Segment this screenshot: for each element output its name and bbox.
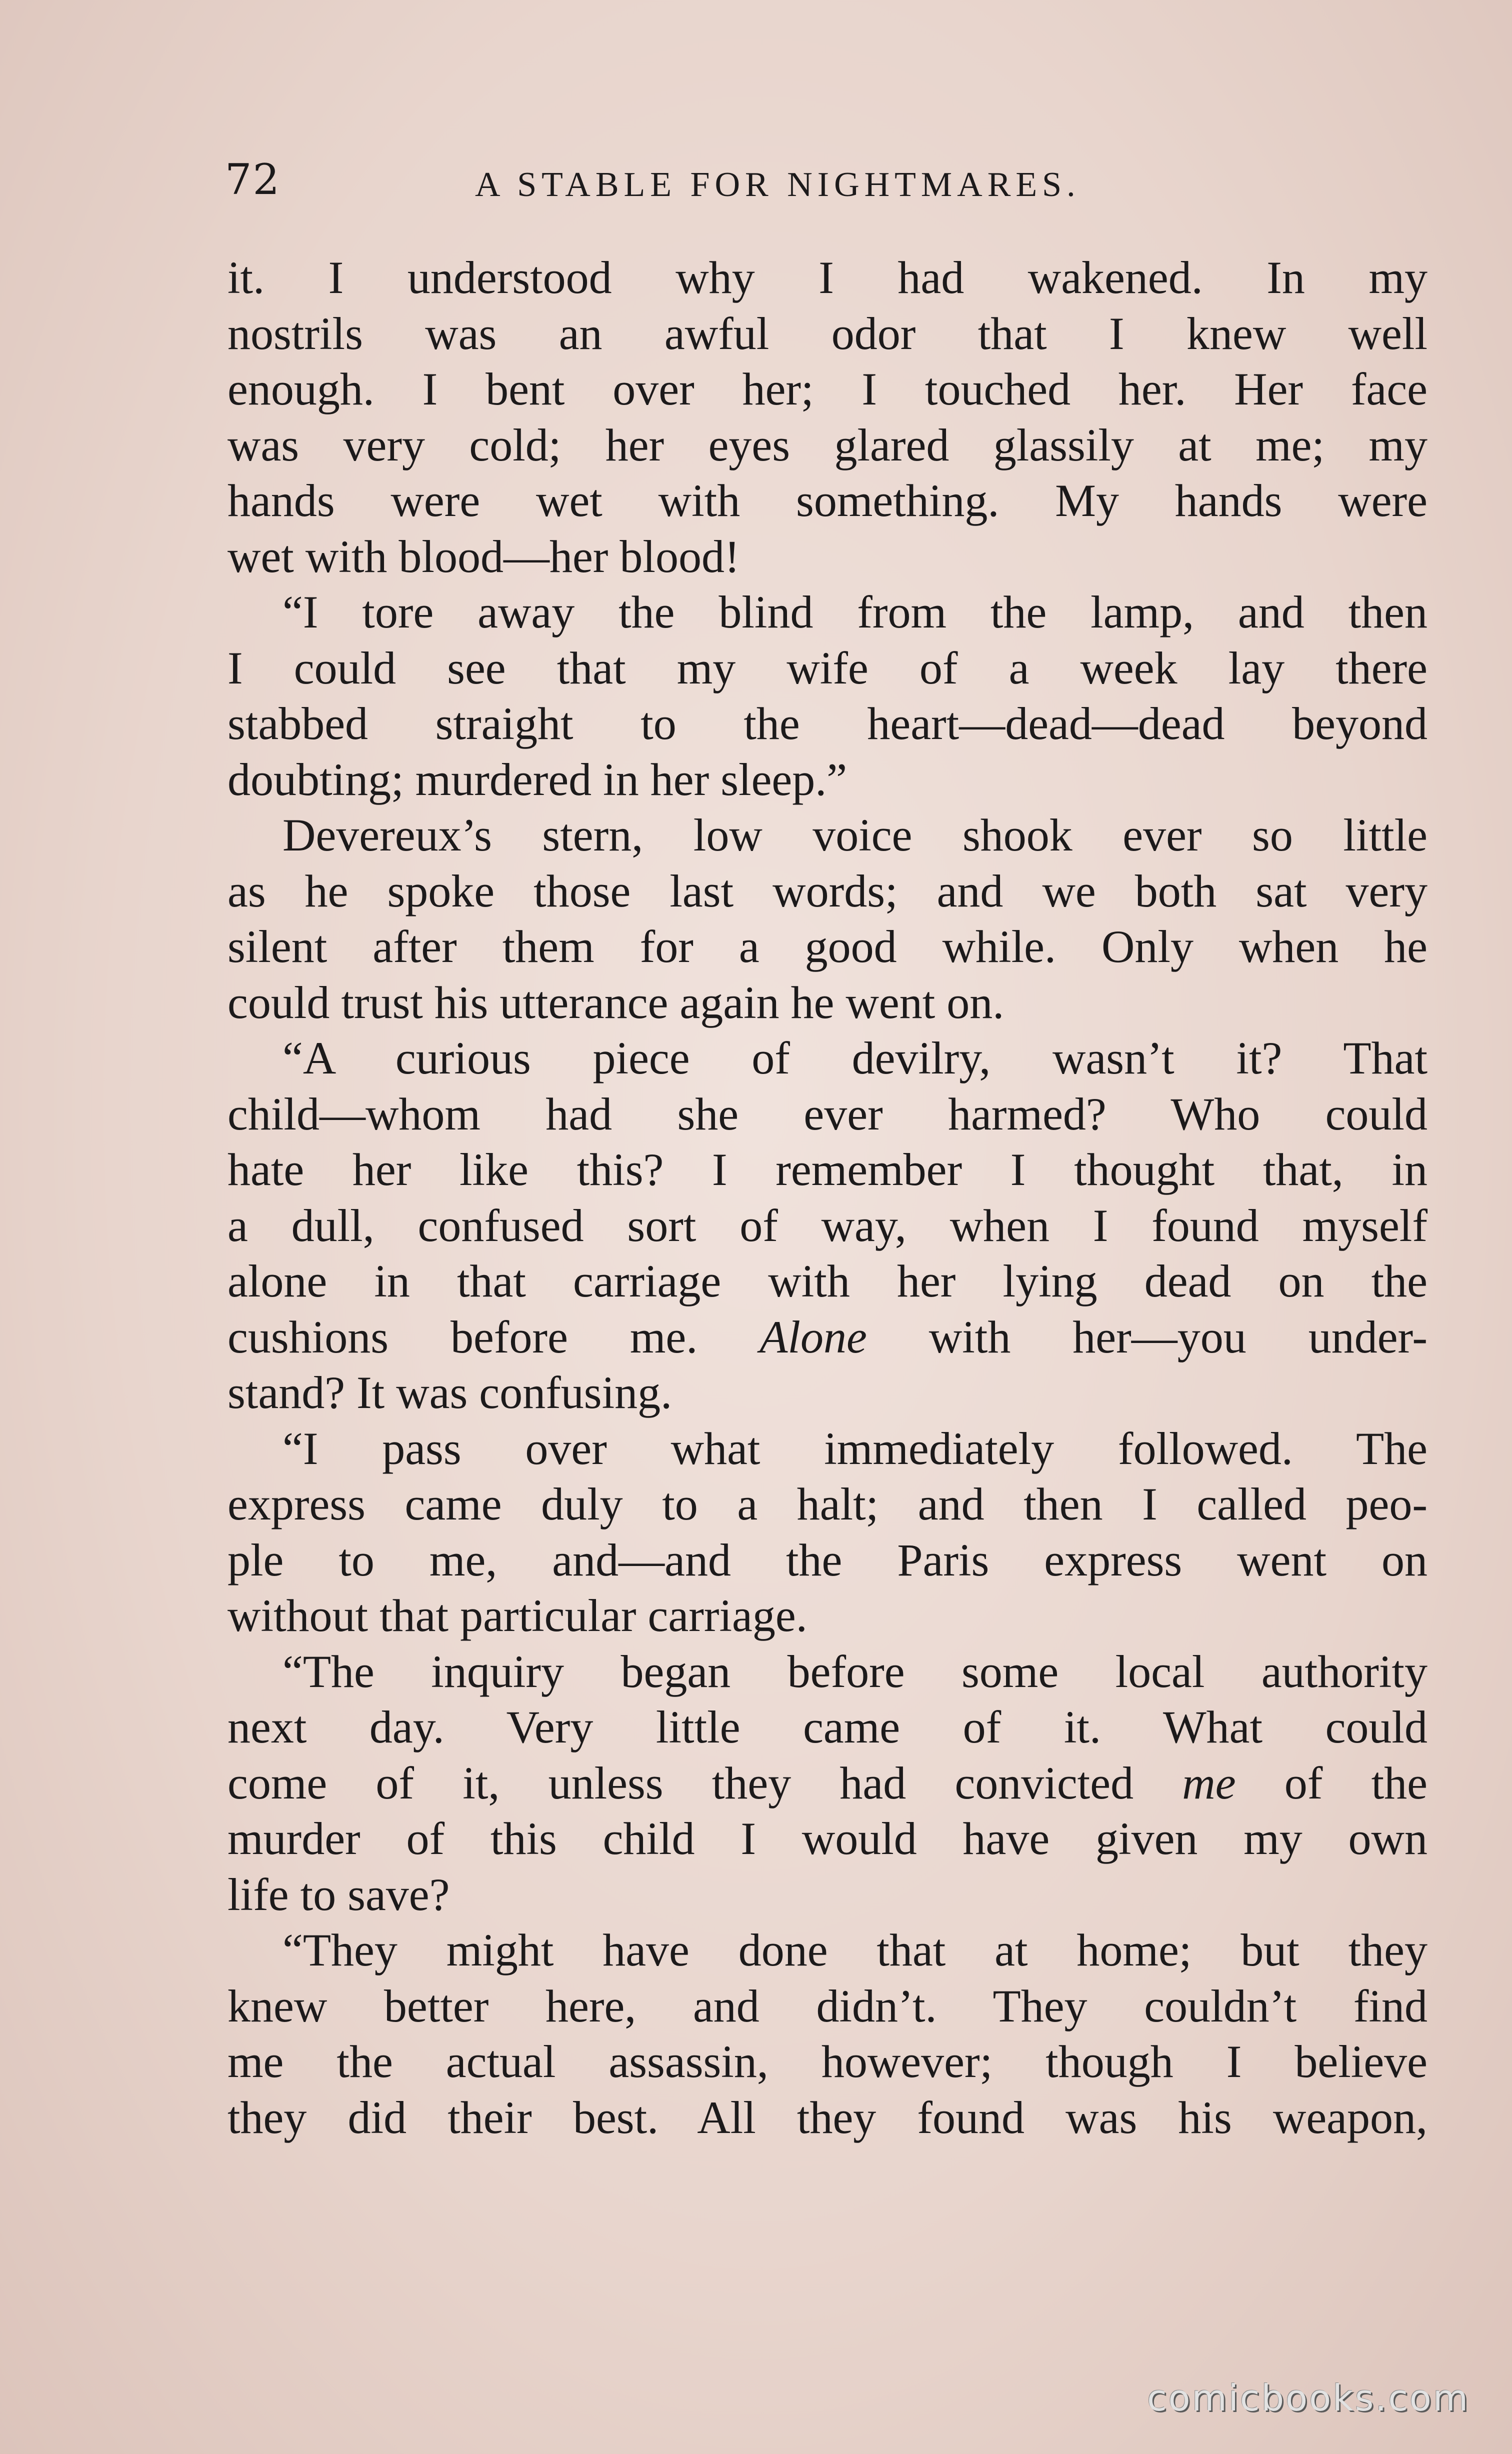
text-segment: come of it, unless they had convicted [228, 1757, 1182, 1808]
text-line: a dull, confused sort of way, when I found myself [228, 1200, 1428, 1251]
text-line: stand? It was confusing. [228, 1367, 672, 1418]
text-line: enough. I bent over her; I touched her. Her face [228, 364, 1428, 414]
text-segment: of the [1236, 1757, 1428, 1808]
text-line: doubting; murdered in her sleep.” [228, 754, 848, 805]
text-line: “I tore away the blind from the lamp, and then [282, 586, 1428, 638]
text-line: I could see that my wife of a week lay there [228, 642, 1428, 694]
text-line [228, 1756, 1428, 1812]
italic-word: me [1182, 1757, 1236, 1808]
text-line: hands were wet with something. My hands were [228, 475, 1428, 526]
text-line: life to save? [228, 1868, 450, 1920]
text-line: stabbed straight to the heart—dead—dead beyond [228, 698, 1428, 749]
text-line: “They might have done that at home; but they [282, 1924, 1428, 1976]
text-line: they did their best. All they found was his weapon, [228, 2092, 1428, 2143]
text-line: “A curious piece of devilry, wasn’t it? That [282, 1032, 1428, 1084]
text-line: next day. Very little came of it. What could [228, 1702, 1428, 1752]
text-line: ple to me, and—and the Paris express went on [228, 1534, 1428, 1586]
text-line: as he spoke those last words; and we both sat very [228, 865, 1428, 916]
text-line: alone in that carriage with her lying dead on the [228, 1256, 1428, 1306]
text-segment: cushions before me. [228, 1311, 760, 1362]
text-line: hate her like this? I remember I thought that, in [228, 1144, 1428, 1195]
text-line: could trust his utterance again he went on. [228, 976, 1004, 1028]
page-number: 72 [225, 155, 280, 204]
text-line: Devereux’s stern, low voice shook ever so little [282, 810, 1428, 860]
text-line: express came duly to a halt; and then I called peo- [228, 1478, 1428, 1530]
text-line: it. I understood why I had wakened. In my [228, 252, 1428, 303]
text-line: without that particular carriage. [228, 1590, 808, 1641]
text-line: “The inquiry began before some local authority [282, 1646, 1428, 1697]
running-title: A STABLE FOR NIGHTMARES. [475, 166, 1080, 204]
text-line: was very cold; her eyes glared glassily at me; my [228, 419, 1428, 470]
text-line: silent after them for a good while. Only when he [228, 921, 1428, 972]
text-segment: with her—you under- [866, 1311, 1428, 1362]
text-line: “I pass over what immediately followed. The [282, 1422, 1428, 1474]
body-text [228, 250, 1428, 2146]
text-line: nostrils was an awful odor that I knew well [228, 308, 1428, 359]
text-line [228, 1310, 1428, 1366]
watermark: comicbooks.com [1146, 2377, 1470, 2419]
page-header [225, 150, 1430, 220]
text-line: murder of this child I would have given my own [228, 1813, 1428, 1864]
text-line: child—whom had she ever harmed? Who could [228, 1088, 1428, 1140]
text-line: me the actual assassin, however; though I believe [228, 2036, 1428, 2087]
italic-word: Alone [760, 1311, 867, 1362]
text-line: knew better here, and didn’t. They couldn’t find [228, 1980, 1428, 2032]
text-line: wet with blood—her blood! [228, 530, 740, 582]
